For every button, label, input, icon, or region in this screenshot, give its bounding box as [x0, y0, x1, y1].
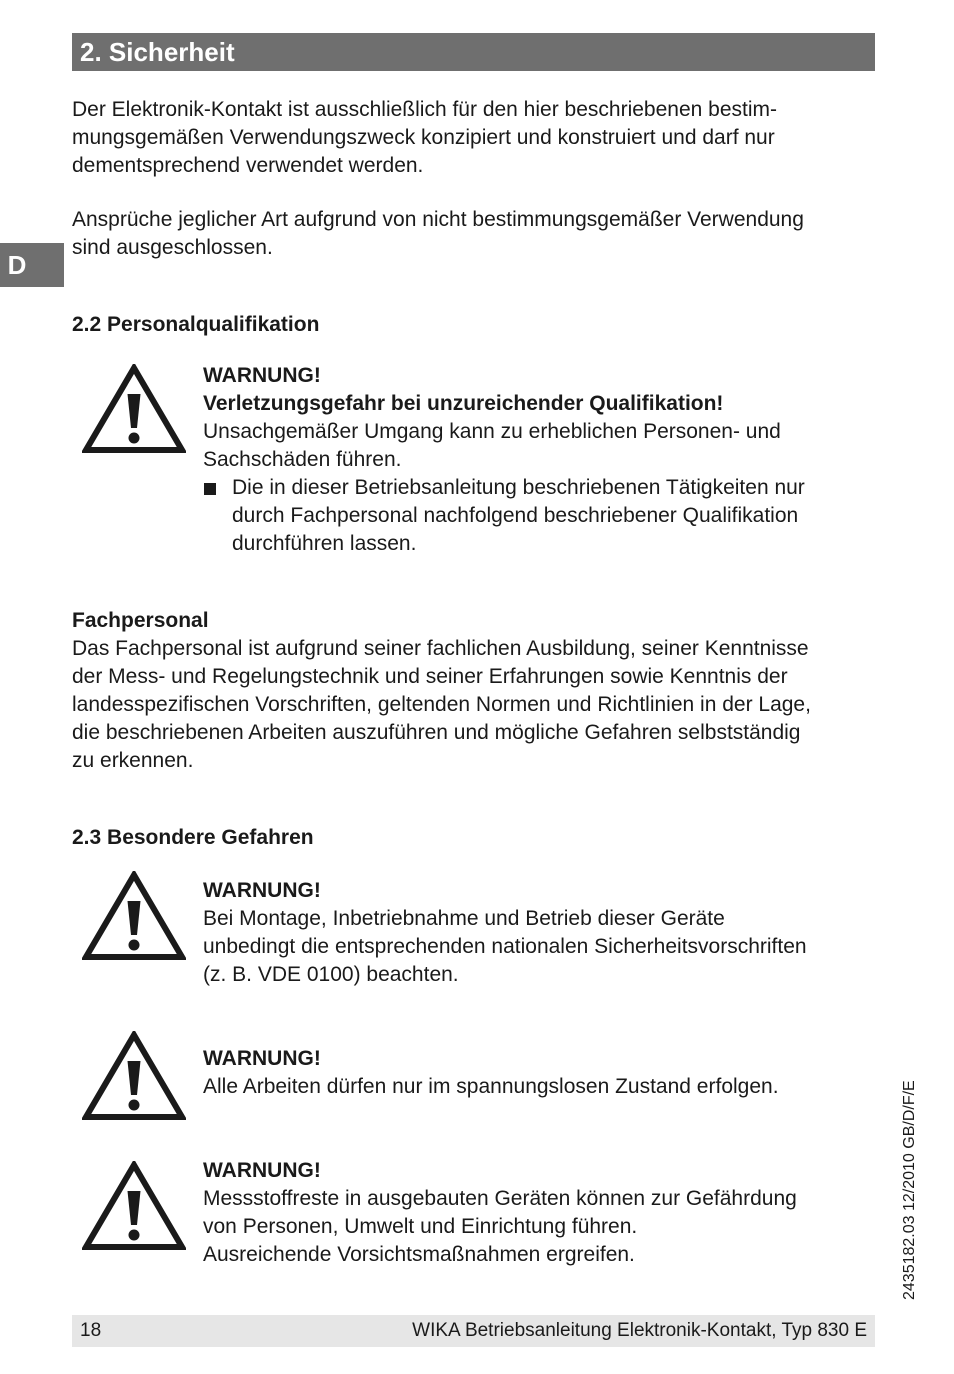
warning-block-messstoffreste: WARNUNG! Messstoffreste in ausgebauten Geräten können zur Gefährdung von Personen, Umwelt und Einrichtung führen. Ausreichende Vorsichtsmaßnahmen ergreifen.	[203, 1157, 883, 1269]
warning-subtitle: Verletzungsgefahr bei unzureichender Qualifikation!	[203, 392, 724, 415]
page-title: 2. Sicherheit	[80, 37, 235, 67]
warning-label: WARNUNG!	[203, 879, 321, 902]
fachpersonal-heading: Fachpersonal	[72, 609, 209, 632]
page-number: 18	[80, 1320, 102, 1341]
warning-triangle-icon	[82, 364, 186, 454]
fachpersonal-paragraph: Das Fachpersonal ist aufgrund seiner fachlichen Ausbildung, seiner Kenntnisse der Mess- und Regelungstechnik und seiner Erfahrungen sowie Kenntnis der landesspezifischen Vorschriften, geltenden Normen und Richtlinien in der Lage, die beschriebenen Arbeiten auszuführen und mögliche Gefahren selbstständig zu erkennen.	[72, 637, 811, 772]
section-header-bar	[72, 33, 875, 71]
bullet-square-icon	[204, 483, 216, 495]
warning-bullet: Die in dieser Betriebsanleitung beschriebenen Tätigkeiten nur durch Fachpersonal nachfolgend beschriebener Qualifikation durchführen lassen.	[203, 474, 883, 558]
warning-triangle-icon	[82, 871, 186, 961]
language-tab: D	[0, 243, 64, 287]
warning-triangle-icon	[82, 1161, 186, 1251]
footer-bar	[72, 1315, 875, 1347]
warning-triangle-icon	[82, 1031, 186, 1121]
warning-block-spannungslos: WARNUNG! Alle Arbeiten dürfen nur im spannungslosen Zustand erfolgen.	[203, 1045, 883, 1101]
warning-label: WARNUNG!	[203, 364, 321, 387]
intro-paragraph-2: Ansprüche jeglicher Art aufgrund von nicht bestimmungsgemäßer Verwendung sind ausgeschlossen.	[72, 208, 804, 259]
footer-text: WIKA Betriebsanleitung Elektronik-Kontakt, Typ 830 E	[412, 1320, 867, 1341]
section-heading-besondere-gefahren: 2.3 Besondere Gefahren	[72, 826, 314, 849]
warning-label: WARNUNG!	[203, 1047, 321, 1070]
warning-block-qualifikation: WARNUNG! Verletzungsgefahr bei unzureichender Qualifikation! Unsachgemäßer Umgang kann zu erheblichen Personen- und Sachschäden führen. Die in dieser Betriebsanleitung beschriebenen Tätigkeiten nur durch Fachpersonal nachfolgend beschriebener Qualifikation durchführen lassen.	[203, 362, 883, 558]
warning-block-vorschriften: WARNUNG! Bei Montage, Inbetriebnahme und Betrieb dieser Geräte unbedingt die entsprechenden nationalen Sicherheitsvorschriften (z. B. VDE 0100) beachten.	[203, 877, 883, 989]
warning-label: WARNUNG!	[203, 1159, 321, 1182]
document-code: 2435182.03 12/2010 GB/D/F/E	[901, 1080, 918, 1300]
section-heading-personalqualifikation: 2.2 Personalqualifikation	[72, 313, 320, 336]
intro-paragraph-1: Der Elektronik-Kontakt ist ausschließlich für den hier beschriebenen bestim- mungsgemäßen Verwendungszweck konzipiert und konstruiert und darf nur dementsprechend verwendet werden.	[72, 98, 777, 177]
